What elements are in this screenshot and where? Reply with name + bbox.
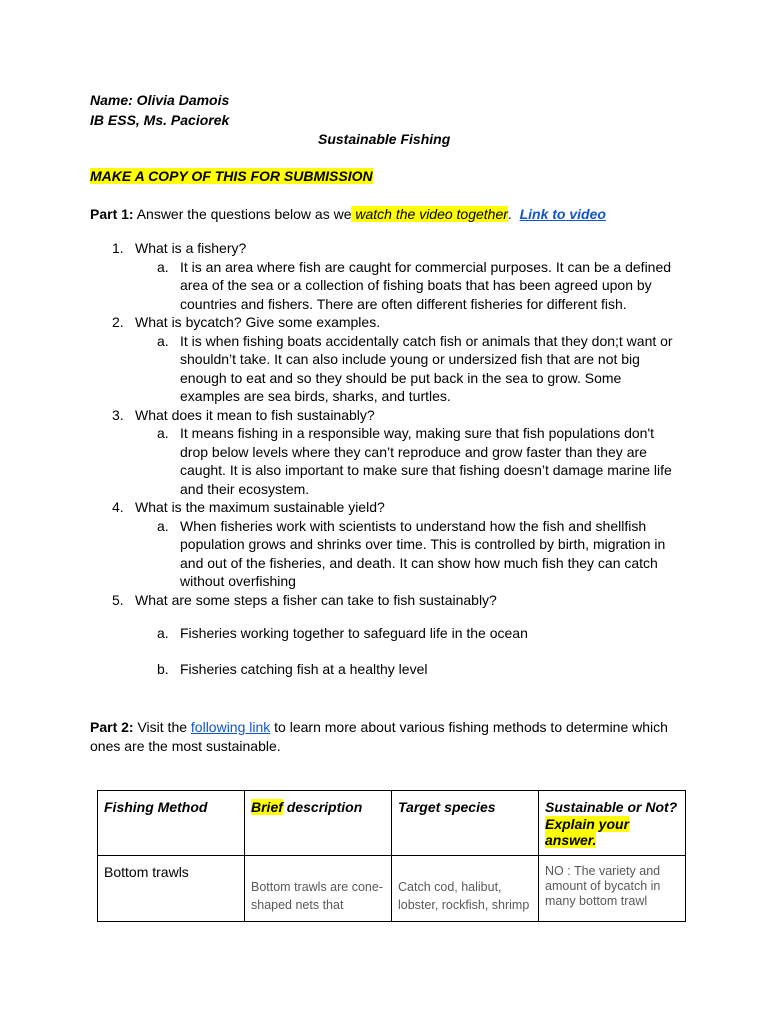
part2-text-after: to learn more about various fishing methods to determine which [270, 719, 668, 735]
question-number: 4. [112, 499, 124, 515]
part1-text: Answer the questions below as we [133, 206, 352, 222]
question-list [90, 239, 690, 678]
header-target-species: Target species [392, 791, 539, 856]
cell-method[interactable]: Bottom trawls [98, 855, 245, 921]
answer-line: When fisheries work with scientists to understand how the fish and shellfish [180, 517, 647, 534]
copy-notice [90, 167, 373, 186]
question-item [90, 591, 690, 610]
answer-line: It is an area where fish are caught for commercial purposes. It can be a defined [180, 258, 672, 275]
header-sustainable-highlight: Explain your [545, 815, 630, 832]
part2-intro-line2: ones are the most sustainable. [90, 738, 281, 754]
answer-line: and out of the fisheries, and death. It can show how much fish they can catch [180, 554, 658, 571]
question-number: 5. [112, 591, 124, 608]
header-sustainable-highlight: answer. [545, 832, 597, 848]
answer-letter: a. [157, 258, 169, 275]
answer-line: area of the sea or a collection of fishing boats that has been agreed upon by [180, 277, 652, 293]
question-text: What is the maximum sustainable yield? [135, 499, 385, 515]
answer-line: examples are sea birds, sharks, and turtles. [180, 388, 451, 404]
answer-line: and their ecosystem. [180, 480, 310, 497]
question-text: What are some steps a fisher can take to fish sustainably? [135, 591, 497, 608]
course-line: IB ESS, Ms. Paciorek [90, 112, 230, 128]
answer-letter: a. [157, 625, 169, 641]
header-description [245, 791, 392, 856]
answer-item [90, 517, 690, 591]
cell-description[interactable] [245, 855, 392, 921]
answer-line: population grows and shrinks over time. This is controlled by birth, migration in [180, 536, 666, 552]
answer-line: Fisheries catching fish at a healthy level [180, 660, 428, 677]
question-item [90, 313, 690, 332]
cell-description-text: Bottom trawls are cone-shaped nets that [251, 879, 383, 912]
answer-line: shouldn’t take. It can also include young or undersized fish that are not big [180, 351, 640, 367]
answer-letter: a. [157, 425, 169, 441]
fishing-methods-table [97, 790, 686, 922]
header-fishing-method: Fishing Method [98, 791, 245, 856]
question-item [90, 498, 690, 517]
answer-item [90, 424, 690, 498]
table-row [98, 855, 686, 921]
answer-item [90, 258, 690, 314]
question-number: 3. [112, 406, 124, 423]
answer-line: countries and fishers. There are often different fisheries for different fish. [180, 295, 627, 312]
answer-letter: b. [157, 660, 169, 677]
header-description-highlight: Brief [251, 799, 283, 815]
part2-intro [90, 718, 668, 737]
header-sustainable-line: Sustainable or Not? [545, 799, 678, 815]
answer-item [90, 332, 690, 406]
answer-line: It is when fishing boats accidentally catch fish or animals that they don;t want or [180, 332, 673, 349]
answer-line: drop below levels where they can’t reproduce and grow faster than they are [180, 443, 647, 460]
question-text: What is bycatch? Give some examples. [135, 314, 381, 330]
part1-label: Part 1: [90, 206, 134, 222]
question-number: 2. [112, 314, 124, 330]
copy-notice-text: MAKE A COPY OF THIS FOR SUBMISSION [90, 168, 373, 184]
part2-label: Part 2: [90, 719, 134, 735]
part1-intro [90, 205, 606, 224]
document-title: Sustainable Fishing [318, 131, 451, 147]
question-item [90, 406, 690, 425]
question-item [90, 239, 690, 258]
answer-line: caught. It is also important to make sure that fishing doesn’t damage marine life [180, 462, 672, 478]
answer-line: Fisheries working together to safeguard life in the ocean [180, 625, 528, 641]
video-link[interactable]: Link to video [519, 206, 606, 222]
cell-sustainable[interactable] [539, 855, 686, 921]
question-text: What is a fishery? [135, 240, 247, 256]
answer-letter: a. [157, 332, 169, 349]
question-text: What does it mean to fish sustainably? [135, 406, 375, 423]
answer-line: without overfishing [180, 573, 296, 589]
cell-sustainable-text: NO : The variety and amount of bycatch in many bottom trawl [545, 863, 661, 908]
cell-species-text: Catch cod, halibut, lobster, rockfish, shrimp [398, 879, 530, 912]
part2-text: Visit the [133, 719, 191, 735]
answer-item [90, 660, 690, 679]
header-sustainable [539, 791, 686, 856]
cell-species[interactable] [392, 855, 539, 921]
student-name: Name: Olivia Damois [90, 92, 230, 108]
answer-line: enough to eat and so they should be put back in the sea to grow. Some [180, 369, 622, 386]
answer-letter: a. [157, 517, 169, 534]
answer-item [90, 624, 690, 643]
table-header-row [98, 791, 686, 856]
header-description-rest: description [282, 799, 363, 815]
part1-text-after: . [507, 206, 520, 222]
part1-highlight: watch the video together [351, 206, 508, 222]
question-number: 1. [112, 240, 124, 256]
answer-line: It means fishing in a responsible way, making sure that fish populations don't [180, 425, 655, 441]
fishing-methods-link[interactable]: following link [190, 719, 271, 735]
